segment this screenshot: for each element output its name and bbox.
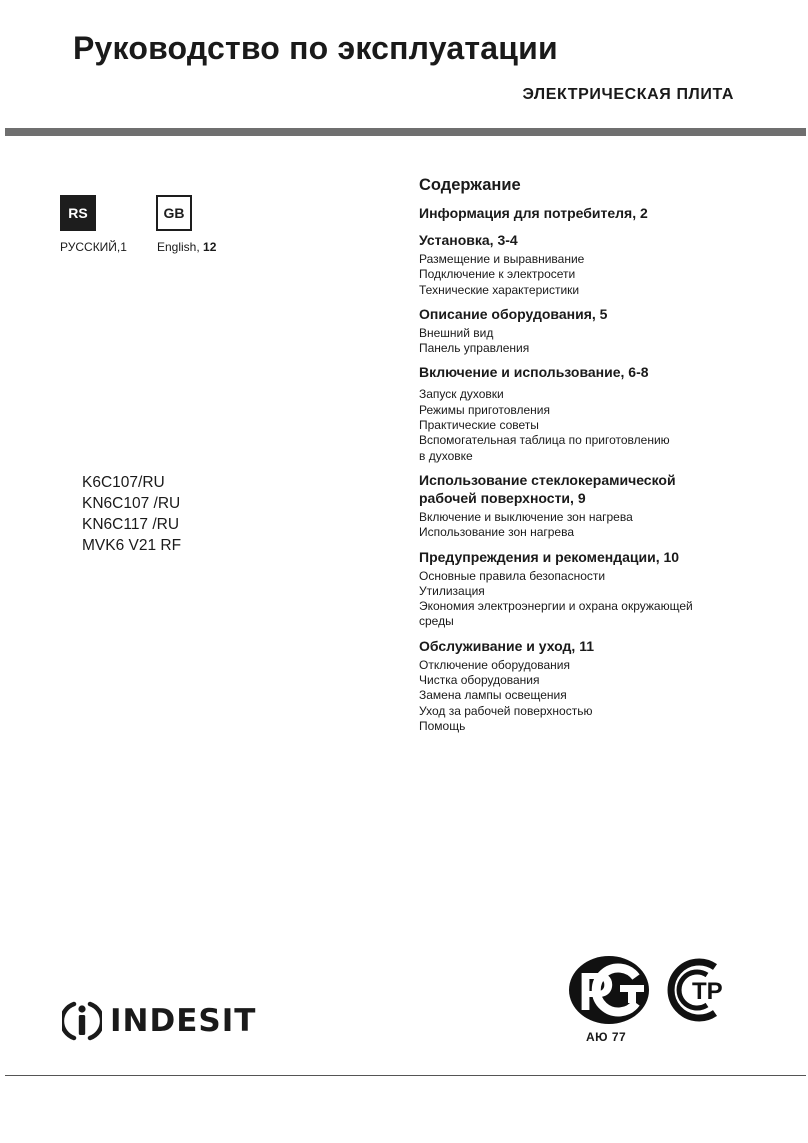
language-badge-gb[interactable]: GB [156, 195, 192, 231]
language-name: English, [157, 240, 200, 254]
toc-item[interactable]: Помощь [419, 718, 466, 733]
toc-section [419, 231, 789, 298]
pct-mark-icon [568, 955, 650, 1030]
language-label-gb[interactable] [157, 240, 216, 254]
toc-item[interactable]: Размещение и выравнивание [419, 252, 585, 266]
toc-item[interactable]: Внешний вид [419, 325, 494, 340]
toc-item[interactable]: Основные правила безопасности [419, 568, 606, 583]
toc-section [419, 548, 789, 630]
toc-section [419, 204, 789, 222]
toc-item[interactable]: Уход за рабочей поверхностью [419, 703, 593, 718]
toc-item[interactable]: Панель управления [419, 341, 530, 356]
toc-section-title[interactable]: Включение и использование, 6-8 [419, 364, 649, 381]
toc-item[interactable]: Чистка оборудования [419, 673, 540, 688]
model-number: KN6C117 /RU [82, 516, 180, 533]
toc-item[interactable]: Вспомогательная таблица по приготовлению [419, 433, 670, 448]
toc-item[interactable]: Использование зон нагрева [419, 525, 575, 540]
toc-item[interactable]: среды [419, 614, 454, 629]
toc-item[interactable]: Замена лампы освещения [419, 688, 567, 703]
product-type: ЭЛЕКТРИЧЕСКАЯ ПЛИТА [522, 86, 734, 103]
model-number: KN6C107 /RU [82, 495, 181, 512]
language-page: 1 [120, 240, 127, 254]
toc-item[interactable]: Отключение оборудования [419, 657, 570, 672]
toc-section-title[interactable]: Использование стеклокерамической [419, 471, 676, 488]
toc-section [419, 637, 789, 734]
certification-code: АЮ 77 [586, 1030, 627, 1044]
toc-section-title[interactable]: Информация для потребителя, 2 [419, 205, 648, 221]
toc-heading: Содержание [419, 176, 521, 194]
language-label-rs[interactable] [60, 240, 127, 254]
toc-section-title[interactable]: Предупреждения и рекомендации, 10 [419, 548, 680, 565]
language-name: РУССКИЙ, [60, 240, 121, 254]
footer-divider [5, 1075, 806, 1076]
model-list [82, 472, 181, 556]
toc-section-title[interactable]: Описание оборудования, 5 [419, 305, 608, 322]
toc-section [419, 471, 789, 541]
toc-item[interactable]: Режимы приготовления [419, 402, 550, 417]
toc-section-title[interactable]: Установка, 3-4 [419, 232, 518, 248]
model-number: K6C107/RU [82, 474, 165, 491]
svg-text:ТР: ТР [692, 978, 723, 1005]
str-mark-icon [657, 955, 737, 1030]
toc-item[interactable]: Экономия электроэнергии и охрана окружающей [419, 599, 693, 614]
toc-section [419, 305, 789, 357]
toc-item[interactable]: Технические характеристики [419, 282, 580, 297]
toc-section-title-cont[interactable]: рабочей поверхности, 9 [419, 489, 586, 506]
page-title: Руководство по эксплуатации [73, 30, 558, 66]
brand-logo [62, 998, 256, 1044]
toc-item[interactable]: Практические советы [419, 418, 539, 433]
toc-item[interactable]: Утилизация [419, 583, 485, 598]
table-of-contents [419, 176, 789, 741]
model-number: MVK6 V21 RF [82, 537, 182, 554]
language-page: 12 [203, 240, 217, 254]
indesit-i-logo-icon [62, 998, 102, 1044]
toc-item[interactable]: в духовке [419, 448, 473, 463]
toc-item[interactable]: Запуск духовки [419, 387, 504, 402]
language-badge-rs[interactable]: RS [60, 195, 96, 231]
toc-item[interactable]: Включение и выключение зон нагрева [419, 509, 633, 524]
svg-text:P: P [578, 962, 615, 1022]
toc-item[interactable]: Подключение к электросети [419, 267, 576, 282]
brand-name: INDESIT [110, 1003, 257, 1039]
header-divider [5, 128, 806, 136]
toc-section-title[interactable]: Обслуживание и уход, 11 [419, 637, 595, 654]
toc-section [419, 363, 789, 463]
